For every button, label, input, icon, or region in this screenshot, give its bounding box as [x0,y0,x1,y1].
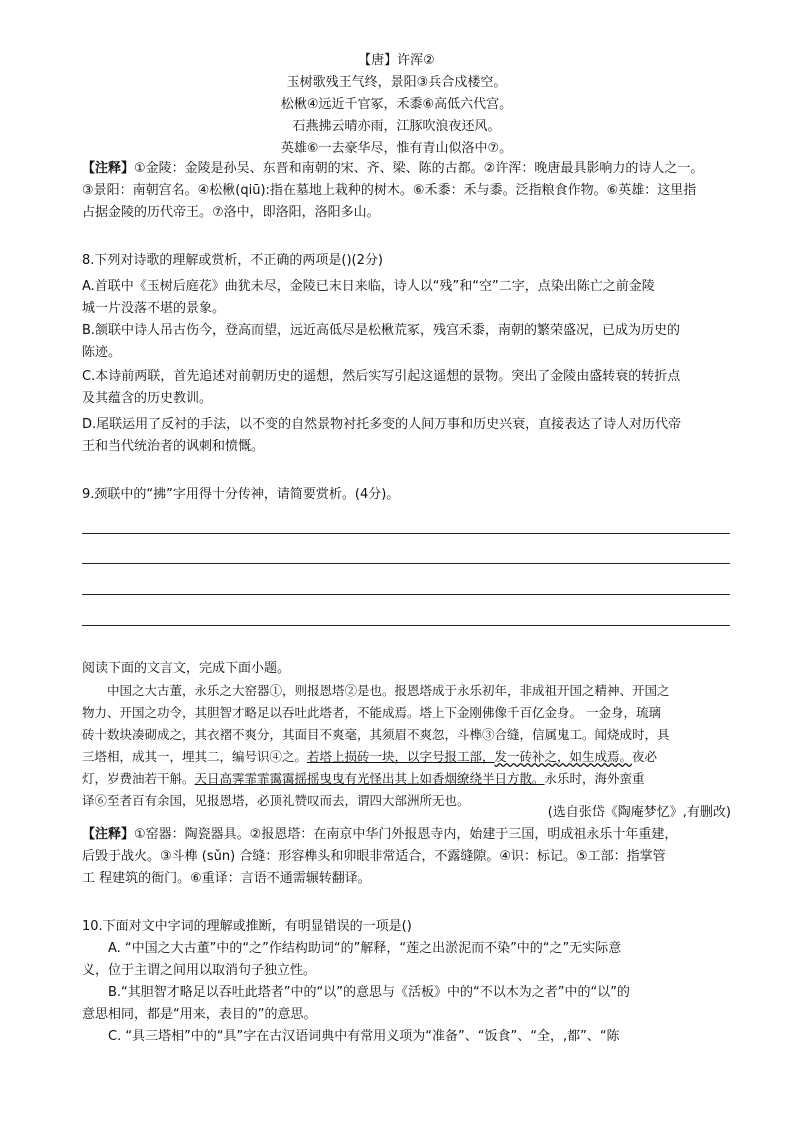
poem-author: 许浑② [397,53,435,68]
notes-text: 工 程建筑的衙门。⑥重译：言语不通需辗转翻译。 [82,871,371,886]
reading-text: 三塔相，成其一，埋其二，编号识④之。 [82,749,308,764]
poem-line: 松楸④远近千官冢，禾黍⑥高低六代宫。 [280,97,513,112]
underlined-sentence: 若塔上损砖一块，以字号报工部， [307,749,495,764]
reading-source: (选自张岱《陶庵梦忆》,有删改) [547,805,731,820]
notes-label: 【注释】 [82,161,135,176]
notes-text: 占据金陵的历代帝王。⑦洛中，即洛阳，洛阳多山。 [82,205,380,220]
option-line: A.首联中《玉树后庭花》曲犹未尽，金陵已末日来临，诗人以“残”和“空”二字，点染出陈亡之前金陵 [82,279,655,294]
question-10-option-b-cont: 意思相同，都是“用来，表目的”的意思。 [82,1007,317,1022]
reading-text: 永乐时，海外蛮重 [544,771,645,786]
poem-line: 英雄⑥一去豪华尽，惟有青山似洛中⑦。 [280,141,513,156]
option-line: 王和当代统治者的讽刺和愤慨。 [82,439,265,454]
option-line: B.颔联中诗人吊古伤今，登高而望，远近高低尽是松楸荒冢，残宫禾黍，南朝的繁荣盛况，已成为历史的 [82,323,681,338]
reading-line: 译⑥至者百有余国，见报恩塔，必顶礼赞叹而去，谓四大部洲所无也。 [82,793,470,808]
question-10-option-a: A. “中国之大古董”中的“之”作结构助词“的”解释，“莲之出淤泥而不染”中的“之”无实际意 [108,941,622,956]
poem-notes [82,158,732,224]
question-10-option-c: C. “具三塔相”中的“具”字在古汉语词典中有常用义项为“准备”、“饭食”、“全，,都”、“陈 [108,1029,620,1044]
answer-line[interactable] [82,625,730,626]
option-line: 及其蕴含的历史教训。 [82,391,213,406]
reading-line: 砖十数块凑砌成之，其衣褶不爽分，其面目不爽毫，其须眉不爽忽，斗榫③合缝，信属鬼工。闻烧成时，具 [82,727,670,742]
notes-text: ③景阳：南朝宫名。④松楸(qiū):指在墓地上栽种的树木。⑥禾黍：禾与黍。泛指粮食作物。⑥英雄：这里指 [82,183,697,198]
reading-text: 夜必 [632,749,658,764]
question-8-option-d [82,414,732,458]
option-line: D.尾联运用了反衬的手法，以不变的自然景物衬托多变的人间万事和历史兴衰，直接表达了诗人对历代帝 [82,417,682,432]
poem-line: 石燕拂云晴亦雨，江豚吹浪夜还风。 [292,119,501,134]
answer-line[interactable] [82,563,730,564]
reading-line: 中国之大古董，永乐之大窑器①，则报恩塔②是也。报恩塔成于永乐初年，非成祖开国之精神、开国之 [107,683,670,698]
answer-line[interactable] [82,594,730,595]
reading-notes [82,824,732,890]
question-9-stem: 9.颈联中的“拂”字用得十分传神，请简要赏析。(4分)。 [82,487,400,502]
notes-text: 后毁于战火。③斗榫 (sǔn) 合缝：形容榫头和卯眼非常适合，不露缝隙。④识：标记。⑤工部：指掌管 [82,849,666,864]
poem-line: 玉树歌残王气终，景阳③兵合戍楼空。 [286,75,507,90]
reading-text: 灯，岁费油若干斛。 [82,771,195,786]
wavy-underlined-sentence: 发一砖补之，如生成焉。 [494,749,633,764]
question-10-option-b: B.“其胆智才略足以吞吐此塔者”中的“以”的意思与《活板》中的“不以木为之者”中的“以”的 [108,985,630,1000]
poem-title [0,52,793,70]
reading-line-underlined [82,746,732,768]
notes-label: 【注释】 [82,827,135,842]
option-line: 陈迹。 [82,345,122,360]
answer-line[interactable] [82,533,730,534]
question-8-option-c [82,366,732,410]
question-8-option-a [82,276,732,320]
poem-dynasty: 【唐】 [358,53,398,68]
underlined-sentence: 天日高霁霏霏霭霭摇摇曳曳有光怪出其上如香烟缭绕半日方散。 [194,771,545,786]
question-10-stem: 10.下面对文中字词的理解或推断，有明显错误的一项是() [82,919,412,934]
option-line: C.本诗前两联，首先追述对前朝历史的遥想，然后实写引起这遥想的景物。突出了金陵由盛转衰的转折点 [82,369,681,384]
notes-text: ①窑器：陶瓷器具。②报恩塔：在南京中华门外报恩寺内，始建于三国，明成祖永乐十年重建， [134,827,678,842]
reading-line-underlined [82,768,732,790]
reading-line: 物力、开国之功令，其胆智才略足以吞吐此塔者，不能成焉。塔上下金刚佛像千百亿金身。 一金身，琉璃 [82,705,661,720]
question-10-option-a-cont: 义，位于主谓之间用以取消句子独立性。 [82,963,317,978]
question-8-option-b [82,320,732,364]
option-line: 城一片没落不堪的景象。 [82,301,226,316]
question-8-stem: 8.下列对诗歌的理解或赏析，不正确的两项是()(2分) [82,253,383,268]
notes-text: ①金陵：金陵是孙吴、东晋和南朝的宋、齐、梁、陈的古都。②许浑：晚唐最具影响力的诗人之一。 [134,161,704,176]
reading-intro: 阅读下面的文言文，完成下面小题。 [82,661,291,676]
